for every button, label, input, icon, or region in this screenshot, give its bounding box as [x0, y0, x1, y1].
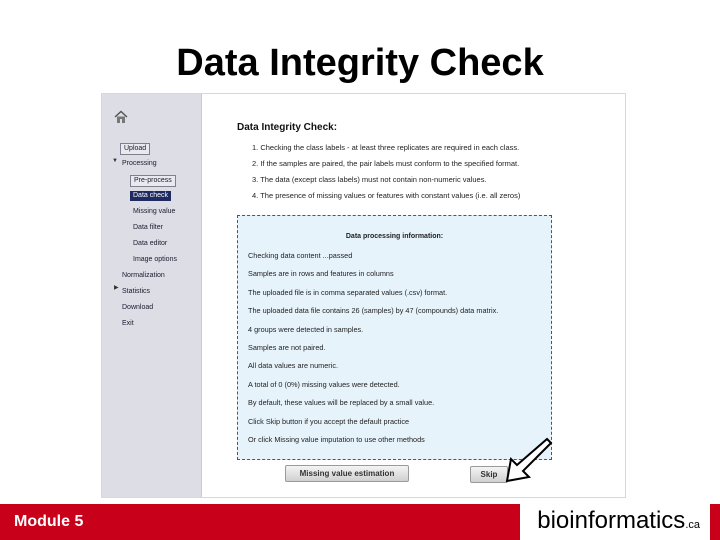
- sidebar-item-pre-process[interactable]: Pre-process: [130, 175, 176, 187]
- info-line: Checking data content ...passed: [248, 251, 353, 260]
- info-line: Or click Missing value imputation to use other methods: [248, 434, 425, 444]
- rule-item: 1. Checking the class labels - at least three replicates are required in each class.: [252, 143, 520, 152]
- info-title: Data processing information:: [345, 233, 444, 240]
- info-line: All data values are numeric.: [248, 361, 339, 371]
- slide-title: Data Integrity Check: [176, 42, 544, 84]
- sidebar-item-data-check[interactable]: Data check: [130, 191, 171, 201]
- brand-name: bioinformatics: [537, 507, 686, 534]
- main-panel: [202, 94, 625, 497]
- skip-button[interactable]: Skip: [470, 466, 508, 483]
- sidebar-item-exit[interactable]: Exit: [122, 320, 134, 327]
- brand-panel: [520, 504, 710, 540]
- sidebar-item-normalization[interactable]: Normalization: [122, 272, 165, 279]
- rule-item: 2. If the samples are paired, the pair labels must conform to the specified format.: [252, 159, 520, 168]
- sidebar-item-processing[interactable]: Processing: [122, 160, 157, 167]
- rules-list: [252, 143, 520, 207]
- info-line: The uploaded data file contains 26 (samples) by 47 (compounds) data matrix.: [248, 306, 499, 316]
- caret-down-icon: ▼: [112, 158, 118, 164]
- info-line: Samples are not paired.: [248, 342, 326, 352]
- page-title: Data Integrity Check:: [237, 122, 338, 133]
- info-lines: [248, 251, 498, 453]
- home-icon[interactable]: [114, 110, 128, 124]
- pointer-arrow-icon: [503, 435, 553, 485]
- sidebar-item-download[interactable]: Download: [122, 304, 154, 311]
- info-line: Samples are in rows and features in columns: [248, 269, 394, 279]
- footer-bar: [0, 504, 720, 540]
- info-line: 4 groups were detected in samples.: [248, 324, 364, 334]
- sidebar-item-missing-value[interactable]: Missing value: [133, 208, 176, 215]
- sidebar-item-statistics[interactable]: Statistics: [122, 288, 151, 295]
- info-line: A total of 0 (0%) missing values were detected.: [248, 379, 400, 389]
- info-line: By default, these values will be replaced by a small value.: [248, 398, 435, 408]
- info-line: Click Skip button if you accept the default practice: [248, 416, 410, 426]
- brand-tld: .ca: [685, 519, 700, 531]
- caret-right-icon: ▶: [114, 285, 119, 291]
- missing-value-estimation-button[interactable]: Missing value estimation: [285, 465, 409, 482]
- module-label: Module 5: [14, 513, 84, 530]
- sidebar: [102, 94, 202, 497]
- processing-info-box: [237, 215, 552, 460]
- sidebar-item-image-options[interactable]: Image options: [133, 256, 177, 263]
- sidebar-item-data-editor[interactable]: Data editor: [133, 240, 168, 247]
- brand-logo: [537, 507, 700, 535]
- sidebar-item-upload[interactable]: Upload: [120, 143, 150, 155]
- sidebar-item-data-filter[interactable]: Data filter: [133, 224, 163, 231]
- rule-item: 4. The presence of missing values or features with constant values (i.e. all zeros): [252, 191, 521, 200]
- rule-item: 3. The data (except class labels) must not contain non-numeric values.: [252, 175, 487, 184]
- info-line: The uploaded file is in comma separated values (.csv) format.: [248, 287, 448, 297]
